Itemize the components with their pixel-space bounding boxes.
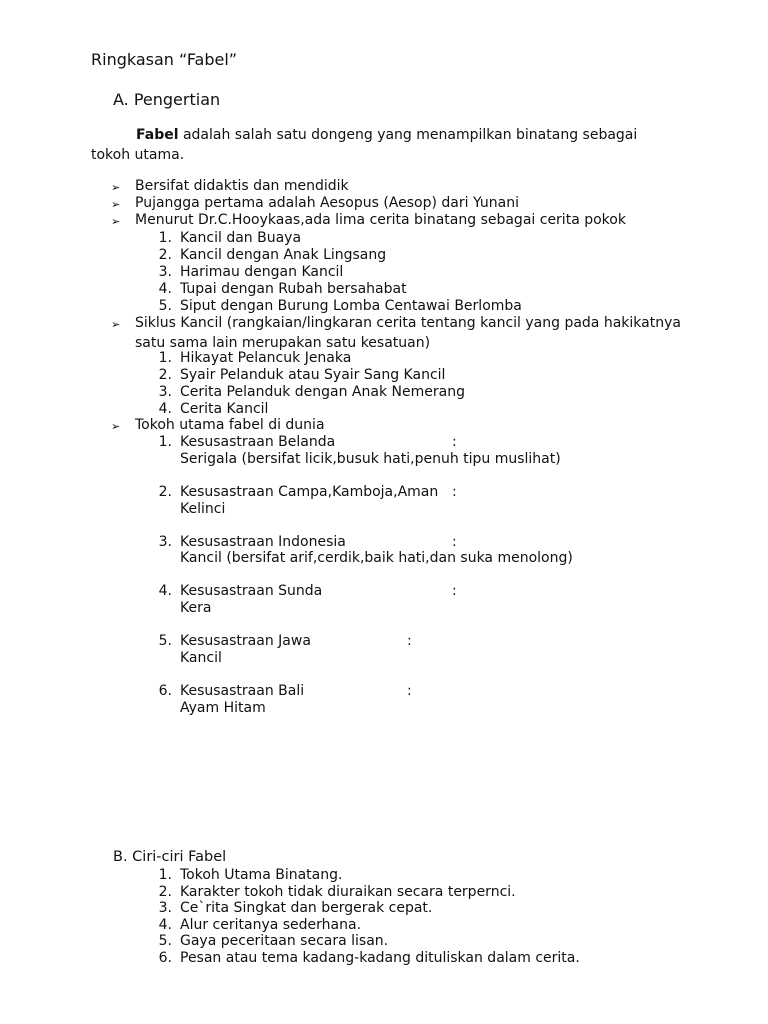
list-number: 2.: [158, 484, 172, 500]
list-item: Tupai dengan Rubah bersahabat: [180, 281, 407, 297]
list-item: Alur ceritanya sederhana.: [180, 917, 362, 933]
bullet-item: Menurut Dr.C.Hooykaas,ada lima cerita binatang sebagai cerita pokok: [135, 212, 626, 228]
list-item: Harimau dengan Kancil: [180, 264, 344, 280]
list-number: 2.: [158, 247, 172, 263]
colon: :: [407, 633, 412, 649]
list-item: Gaya peceritaan secara lisan.: [180, 933, 389, 949]
list-number: 4.: [158, 583, 172, 599]
literature-value: Kelinci: [180, 501, 226, 517]
list-number: 6.: [158, 683, 172, 699]
list-number: 3.: [158, 384, 172, 400]
list-number: 6.: [158, 950, 172, 966]
list-number: 4.: [158, 917, 172, 933]
literature-label: Kesusastraan Belanda: [180, 434, 336, 450]
list-number: 3.: [158, 534, 172, 550]
page-title: Ringkasan “Fabel”: [91, 50, 238, 69]
literature-label: Kesusastraan Indonesia: [180, 534, 346, 550]
list-item: Pesan atau tema kadang-kadang dituliskan dalam cerita.: [180, 950, 580, 966]
arrow-bullet-icon: ➢: [111, 215, 121, 228]
list-number: 4.: [158, 281, 172, 297]
list-number: 5.: [158, 633, 172, 649]
list-item: Ce`rita Singkat dan bergerak cepat.: [180, 900, 433, 916]
intro-paragraph-line2: tokoh utama.: [91, 147, 185, 163]
list-number: 1.: [158, 230, 172, 246]
literature-value: Kancil (bersifat arif,cerdik,baik hati,dan suka menolong): [180, 550, 573, 566]
intro-text: adalah salah satu dongeng yang menampilkan binatang sebagai: [178, 127, 638, 143]
bullet-item: Siklus Kancil (rangkaian/lingkaran cerita tentang kancil yang pada hakikatnya: [135, 315, 681, 331]
section-b-heading: B. Ciri-ciri Fabel: [113, 849, 227, 865]
list-item: Siput dengan Burung Lomba Centawai Berlomba: [180, 298, 522, 314]
arrow-bullet-icon: ➢: [111, 318, 121, 331]
literature-label: Kesusastraan Jawa: [180, 633, 311, 649]
list-number: 1.: [158, 867, 172, 883]
bullet-item-continuation: satu sama lain merupakan satu kesatuan): [135, 335, 431, 351]
list-item: Kancil dengan Anak Lingsang: [180, 247, 387, 263]
intro-paragraph-line1: [136, 127, 637, 143]
list-number: 3.: [158, 900, 172, 916]
list-number: 1.: [158, 350, 172, 366]
literature-label: Kesusastraan Sunda: [180, 583, 323, 599]
list-number: 2.: [158, 884, 172, 900]
arrow-bullet-icon: ➢: [111, 420, 121, 433]
bullet-item: Pujangga pertama adalah Aesopus (Aesop) dari Yunani: [135, 195, 520, 211]
colon: :: [407, 683, 412, 699]
list-item: Kancil dan Buaya: [180, 230, 302, 246]
section-a-heading: A. Pengertian: [113, 90, 221, 109]
intro-term: Fabel: [136, 127, 179, 143]
list-number: 1.: [158, 434, 172, 450]
literature-value: Ayam Hitam: [180, 700, 266, 716]
literature-label: Kesusastraan Bali: [180, 683, 305, 699]
colon: :: [452, 434, 457, 450]
list-item: Karakter tokoh tidak diuraikan secara terpernci.: [180, 884, 516, 900]
literature-value: Serigala (bersifat licik,busuk hati,penuh tipu muslihat): [180, 451, 561, 467]
colon: :: [452, 583, 457, 599]
list-number: 3.: [158, 264, 172, 280]
list-number: 5.: [158, 298, 172, 314]
list-number: 4.: [158, 401, 172, 417]
literature-label: Kesusastraan Campa,Kamboja,Aman: [180, 484, 439, 500]
list-item: Cerita Kancil: [180, 401, 269, 417]
list-item: Hikayat Pelancuk Jenaka: [180, 350, 352, 366]
literature-value: Kera: [180, 600, 212, 616]
list-number: 2.: [158, 367, 172, 383]
bullet-item: Tokoh utama fabel di dunia: [135, 417, 325, 433]
list-item: Cerita Pelanduk dengan Anak Nemerang: [180, 384, 465, 400]
bullet-item: Bersifat didaktis dan mendidik: [135, 178, 349, 194]
literature-value: Kancil: [180, 650, 222, 666]
list-item: Tokoh Utama Binatang.: [180, 867, 343, 883]
list-item: Syair Pelanduk atau Syair Sang Kancil: [180, 367, 446, 383]
colon: :: [452, 534, 457, 550]
colon: :: [452, 484, 457, 500]
arrow-bullet-icon: ➢: [111, 198, 121, 211]
list-number: 5.: [158, 933, 172, 949]
arrow-bullet-icon: ➢: [111, 181, 121, 194]
